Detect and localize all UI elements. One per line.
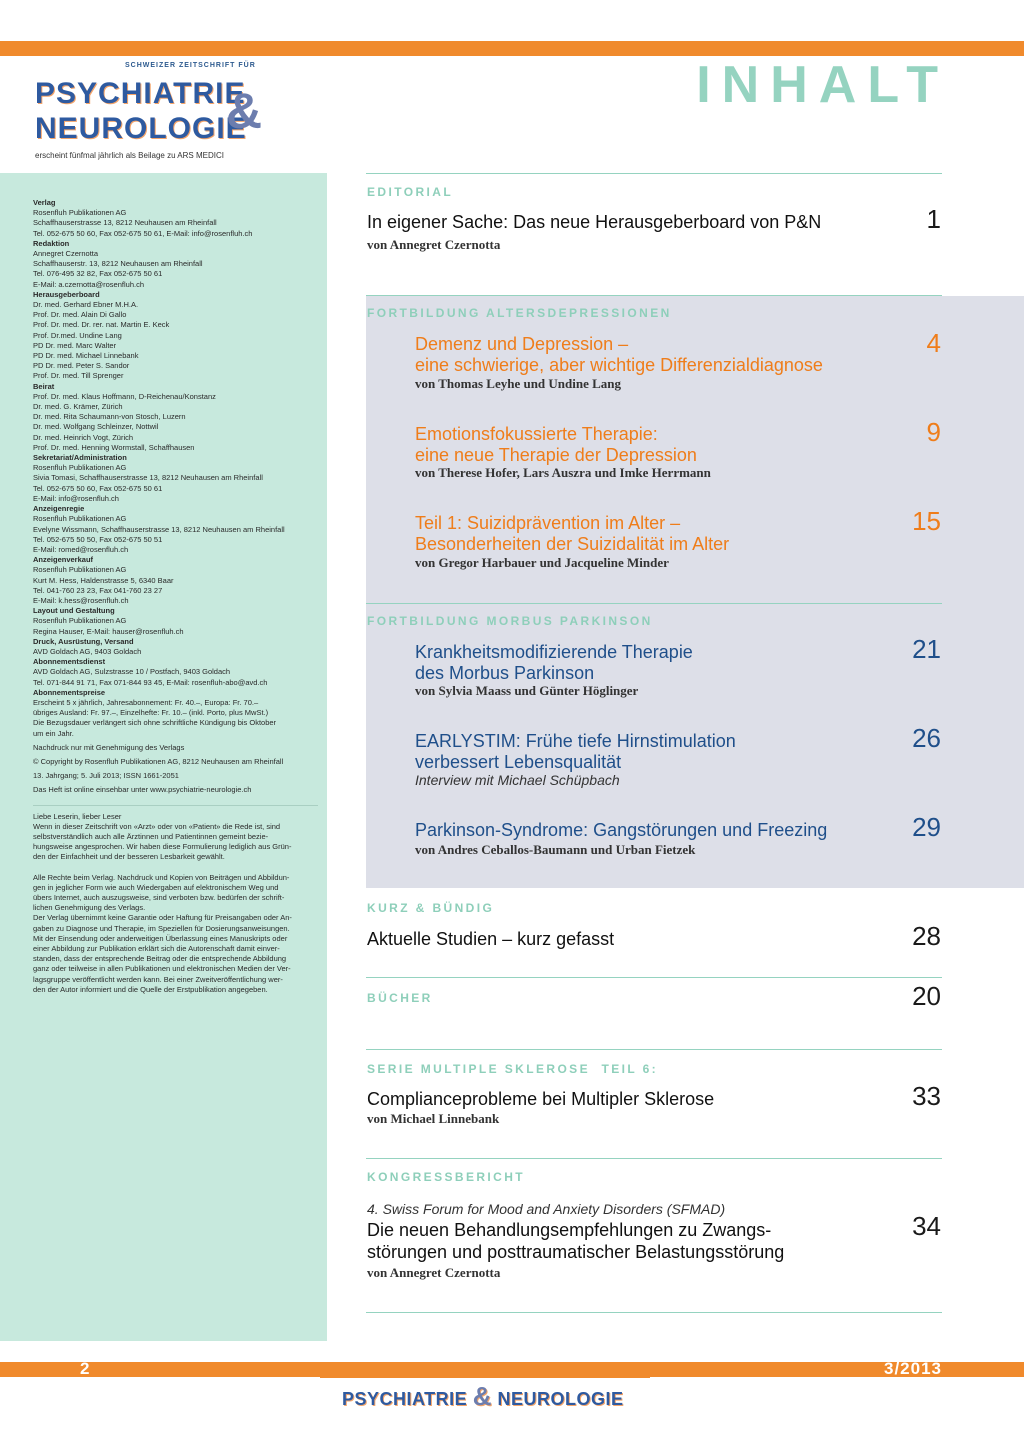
toc-page[interactable]: 15 — [912, 506, 941, 536]
rights-note-line: den der Autor informiert und die Quelle der Erstpublikation angegeben. — [33, 984, 268, 994]
toc-title-line2[interactable]: Besonderheiten der Suizidalität im Alter — [415, 534, 730, 554]
section-label-kongress: KONGRESSBERICHT — [367, 1170, 526, 1184]
section-label-ms: SERIE MULTIPLE SKLEROSE TEIL 6: — [367, 1062, 659, 1076]
imprint-heading: Verlag — [33, 198, 56, 207]
toc-author: von Gregor Harbauer und Jacqueline Minder — [415, 555, 669, 570]
imprint-heading: Abonnementspreise — [33, 687, 106, 697]
imprint-line: Dr. med. Gerhard Ebner M.H.A. — [33, 300, 139, 310]
section-divider — [366, 295, 942, 296]
imprint-line: Tel. 052-675 50 50, Fax 052-675 50 51 — [33, 534, 163, 544]
toc-title-line1[interactable]: Die neuen Behandlungsempfehlungen zu Zwangs- — [367, 1220, 772, 1240]
toc-page-buecher[interactable]: 20 — [912, 981, 941, 1011]
imprint-line: Kurt M. Hess, Haldenstrasse 5, 6340 Baar — [33, 575, 174, 585]
section-divider — [366, 603, 942, 604]
toc-title-line1[interactable]: Krankheitsmodifizierende Therapie — [415, 642, 693, 662]
imprint-line: E-Mail: a.czernotta@rosenfluh.ch — [33, 279, 144, 289]
logo-ampersand: & — [226, 83, 263, 139]
bottom-accent-bar — [0, 1362, 1024, 1377]
rights-note-line: gaben zu Diagnose und Therapie, im Speziellen für Dosierungsanweisungen. — [33, 923, 290, 933]
toc-title-line2[interactable]: verbessert Lebensqualität — [415, 752, 622, 772]
imprint-line: Rosenfluh Publikationen AG — [33, 616, 127, 626]
logo-neurologie: NEUROLOGIE — [35, 112, 247, 145]
imprint-heading: Abonnementsdienst — [33, 657, 106, 667]
rights-note-line: Der Verlag übernimmt keine Garantie oder Haftung für Preisangaben oder An- — [33, 913, 292, 923]
imprint-line: Dr. med. Heinrich Vogt, Zürich — [33, 432, 134, 442]
footer-logo-ampersand: & — [472, 1381, 492, 1411]
imprint-line: Rosenfluh Publikationen AG — [33, 514, 127, 524]
imprint-line: um ein Jahr. — [33, 728, 74, 738]
imprint-heading: Anzeigenregie — [33, 504, 85, 514]
imprint-line: Prof. Dr. med. Klaus Hoffmann, D-Reichenau/Konstanz — [33, 391, 216, 401]
toc-title-line1[interactable]: Demenz und Depression – — [415, 334, 629, 354]
reader-note-line: hungsweise angesprochen. Wir haben diese Formulierung lediglich aus Grün- — [33, 842, 292, 852]
toc-title-line2[interactable]: eine schwierige, aber wichtige Differenzialdiagnose — [415, 355, 823, 375]
toc-page[interactable]: 9 — [926, 417, 941, 447]
section-divider — [366, 173, 942, 174]
toc-author: Interview mit Michael Schüpbach — [415, 772, 620, 788]
section-label-kurz: KURZ & BÜNDIG — [367, 901, 495, 915]
imprint-line: Evelyne Wissmann, Schaffhauserstrasse 13, 8212 Neuhausen am Rheinfall — [33, 524, 285, 534]
toc-page-editorial[interactable]: 1 — [926, 204, 941, 234]
imprint-line: PD Dr. med. Peter S. Sandor — [33, 361, 130, 371]
toc-title-line2[interactable]: störungen und posttraumatischer Belastungsstörung — [367, 1242, 785, 1262]
imprint-divider — [33, 805, 318, 806]
imprint-line: E-Mail: romed@rosenfluh.ch — [33, 544, 129, 554]
imprint-line: Schaffhauserstrasse 13, 8212 Neuhausen am Rheinfall — [33, 218, 217, 228]
toc-title-line1[interactable]: Emotionsfokussierte Therapie: — [415, 424, 658, 444]
toc-author: von Andres Ceballos-Baumann und Urban Fietzek — [415, 842, 696, 857]
rights-note-line: übers Internet, auch auszugsweise, sind verboten bzw. bedürfen der schrift- — [33, 893, 285, 902]
toc-title-line2[interactable]: eine neue Therapie der Depression — [415, 445, 697, 465]
toc-page[interactable]: 29 — [912, 812, 941, 842]
toc-page-kongress[interactable]: 34 — [912, 1211, 941, 1241]
imprint-line: Regina Hauser, E-Mail: hauser@rosenfluh.ch — [33, 626, 184, 636]
imprint-heading: Beirat — [33, 381, 55, 391]
logo-tagline: erscheint fünfmal jährlich als Beilage zu ARS MEDICI — [35, 151, 224, 160]
imprint-line: Tel. 052-675 50 60, Fax 052-675 50 61, E-Mail: info@rosenfluh.ch — [33, 228, 253, 238]
section-label-altersdepressionen: FORTBILDUNG ALTERSDEPRESSIONEN — [367, 306, 672, 320]
toc-title-kurz[interactable]: Aktuelle Studien – kurz gefasst — [367, 929, 615, 949]
imprint-line: übriges Ausland: Fr. 97.–, Einzelhefte: Fr. 10.– (inkl. Porto, plus MwSt.) — [33, 708, 269, 718]
section-divider — [366, 1049, 942, 1050]
toc-author-ms: von Michael Linnebank — [367, 1111, 500, 1126]
top-accent-bar — [0, 41, 1024, 56]
toc-author: von Thomas Leyhe und Undine Lang — [415, 376, 622, 391]
imprint-line: Rosenfluh Publikationen AG — [33, 565, 127, 575]
imprint-line: PD Dr. med. Marc Walter — [33, 340, 117, 350]
rights-note-line: Mit der Einsendung oder anderweitigen Überlassung eines Manuskripts oder — [33, 933, 288, 943]
toc-page-ms[interactable]: 33 — [912, 1081, 941, 1111]
toc-title-line1[interactable]: Parkinson-Syndrome: Gangstörungen und Freezing — [415, 820, 828, 840]
imprint-line: Annegret Czernotta — [33, 249, 99, 259]
imprint-note: 13. Jahrgang; 5. Juli 2013; ISSN 1661-2051 — [33, 771, 179, 781]
imprint-heading: Layout und Gestaltung — [33, 606, 115, 616]
toc-author: von Sylvia Maass und Günter Höglinger — [415, 683, 639, 698]
reader-note-line: Wenn in dieser Zeitschrift von «Arzt» oder von «Patient» die Rede ist, sind — [33, 821, 281, 831]
imprint-line: PD Dr. med. Michael Linnebank — [33, 351, 139, 361]
toc-title-ms[interactable]: Complianceprobleme bei Multipler Sklerose — [367, 1089, 715, 1109]
imprint-line: AVD Goldach AG, Sulzstrasse 10 / Postfach, 9403 Goldach — [33, 667, 231, 677]
toc-title-editorial[interactable]: In eigener Sache: Das neue Herausgeberboard von P&N — [367, 212, 822, 232]
imprint-line: Prof. Dr.med. Undine Lang — [33, 330, 122, 340]
reader-note-line: selbstverständlich auch alle Ärztinnen und Patientinnen gemeint bezie- — [33, 831, 269, 841]
imprint-heading: Herausgeberboard — [33, 289, 100, 299]
toc-title-line1[interactable]: EARLYSTIM: Frühe tiefe Hirnstimulation — [415, 731, 736, 751]
rights-note-line: einer Abbildung zur Publikation erklärt sich die Autorenschaft damit einver- — [33, 944, 280, 954]
imprint-heading: Sekretariat/Administration — [33, 453, 127, 463]
toc-title-line2[interactable]: des Morbus Parkinson — [415, 663, 595, 683]
imprint-line: Erscheint 5 x jährlich, Jahresabonnement: Fr. 40.–, Europa: Fr. 70.– — [33, 697, 259, 707]
imprint-line: Prof. Dr. med. Till Sprenger — [33, 371, 124, 381]
imprint-line: Die Bezugsdauer verlängert sich ohne schriftliche Kündigung bis Oktober — [33, 718, 277, 728]
footer-logo — [342, 1381, 624, 1412]
rights-note-line: standen, dass der entsprechende Beitrag oder die entsprechende Abbildung — [33, 954, 287, 964]
imprint-note: © Copyright by Rosenfluh Publikationen AG, 8212 Neuhausen am Rheinfall — [33, 756, 284, 766]
toc-kicker-kongress: 4. Swiss Forum for Mood and Anxiety Disorders (SFMAD) — [367, 1201, 726, 1217]
imprint-line: Sivia Tomasi, Schaffhauserstrasse 13, 8212 Neuhausen am Rheinfall — [33, 473, 263, 483]
toc-author-kongress: von Annegret Czernotta — [367, 1265, 501, 1280]
reader-note-line: Liebe Leserin, lieber Leser — [33, 811, 122, 821]
rights-note-line: lagsgruppe veröffentlicht werden kann. Bei einer Zweitveröffentlichung wer- — [33, 974, 283, 984]
toc-author-editorial: von Annegret Czernotta — [367, 237, 501, 252]
toc-page[interactable]: 4 — [926, 328, 941, 358]
logo-psychiatrie: PSYCHIATRIE — [35, 77, 246, 110]
rights-note-line: ganz oder teilweise in allen Publikationen und elektronischen Medien der Ver- — [33, 964, 291, 974]
page-number: 2 — [80, 1359, 90, 1378]
section-divider — [366, 977, 942, 978]
imprint-line: Tel. 041-760 23 23, Fax 041-760 23 27 — [33, 585, 163, 595]
imprint-line: Dr. med. G. Krämer, Zürich — [33, 402, 123, 412]
imprint-line: Rosenfluh Publikationen AG — [33, 463, 127, 473]
imprint-note: Nachdruck nur mit Genehmigung des Verlags — [33, 742, 185, 752]
section-label-parkinson: FORTBILDUNG MORBUS PARKINSON — [367, 614, 653, 628]
imprint-heading: Druck, Ausrüstung, Versand — [33, 636, 134, 646]
logo-kicker: SCHWEIZER ZEITSCHRIFT FÜR — [125, 62, 256, 69]
imprint-line: E-Mail: k.hess@rosenfluh.ch — [33, 595, 129, 605]
imprint-line: AVD Goldach AG, 9403 Goldach — [33, 646, 142, 656]
page-title: INHALT — [696, 56, 949, 114]
section-label-buecher[interactable]: BÜCHER — [367, 991, 433, 1005]
imprint-line: Prof. Dr. med. Henning Wormstall, Schaffhausen — [33, 442, 195, 452]
imprint-text — [33, 198, 318, 995]
rights-note-line: lichen Genehmigung des Verlags. — [33, 903, 146, 913]
footer-logo-right: NEUROLOGIE — [497, 1389, 624, 1409]
imprint-line: E-Mail: info@rosenfluh.ch — [33, 493, 119, 503]
section-divider — [366, 1158, 942, 1159]
toc-page-kurz[interactable]: 28 — [912, 921, 941, 951]
rights-note-line: Alle Rechte beim Verlag. Nachdruck und Kopien von Beiträgen und Abbildun- — [33, 872, 290, 882]
imprint-line: Schaffhauserstr. 13, 8212 Neuhausen am Rheinfall — [33, 259, 203, 269]
imprint-line: Rosenfluh Publikationen AG — [33, 208, 127, 218]
footer-rule — [320, 1377, 650, 1378]
toc-page[interactable]: 21 — [912, 634, 941, 664]
issue-number: 3/2013 — [884, 1359, 942, 1378]
toc-title-line1[interactable]: Teil 1: Suizidprävention im Alter – — [415, 513, 681, 533]
imprint-line: Tel. 076-495 32 82, Fax 052-675 50 61 — [33, 269, 163, 279]
section-label-editorial: EDITORIAL — [367, 185, 454, 199]
reader-note-line: den der Einfachheit und der besseren Lesbarkeit gewählt. — [33, 852, 225, 862]
rights-note-line: gen in jeglicher Form wie auch Wiedergaben auf elektronischem Weg und — [33, 882, 279, 892]
imprint-line: Tel. 052-675 50 60, Fax 052-675 50 61 — [33, 483, 163, 493]
imprint-heading: Anzeigenverkauf — [33, 555, 94, 565]
imprint-line: Prof. Dr. med. Dr. rer. nat. Martin E. Keck — [33, 320, 170, 330]
imprint-line: Tel. 071-844 91 71, Fax 071-844 93 45, E-Mail: rosenfluh-abo@avd.ch — [33, 677, 268, 687]
section-divider — [366, 1312, 942, 1313]
toc-page[interactable]: 26 — [912, 723, 941, 753]
imprint-line: Dr. med. Rita Schaumann-von Stosch, Luzern — [33, 412, 186, 422]
imprint-line: Prof. Dr. med. Alain Di Gallo — [33, 310, 127, 320]
imprint-heading: Redaktion — [33, 238, 70, 248]
imprint-line: Dr. med. Wolfgang Schleinzer, Nottwil — [33, 422, 159, 432]
footer-logo-left: PSYCHIATRIE — [342, 1389, 468, 1409]
imprint-note: Das Heft ist online einsehbar unter www.psychiatrie-neurologie.ch — [33, 785, 252, 795]
toc-author: von Therese Hofer, Lars Auszra und Imke Herrmann — [415, 465, 711, 480]
